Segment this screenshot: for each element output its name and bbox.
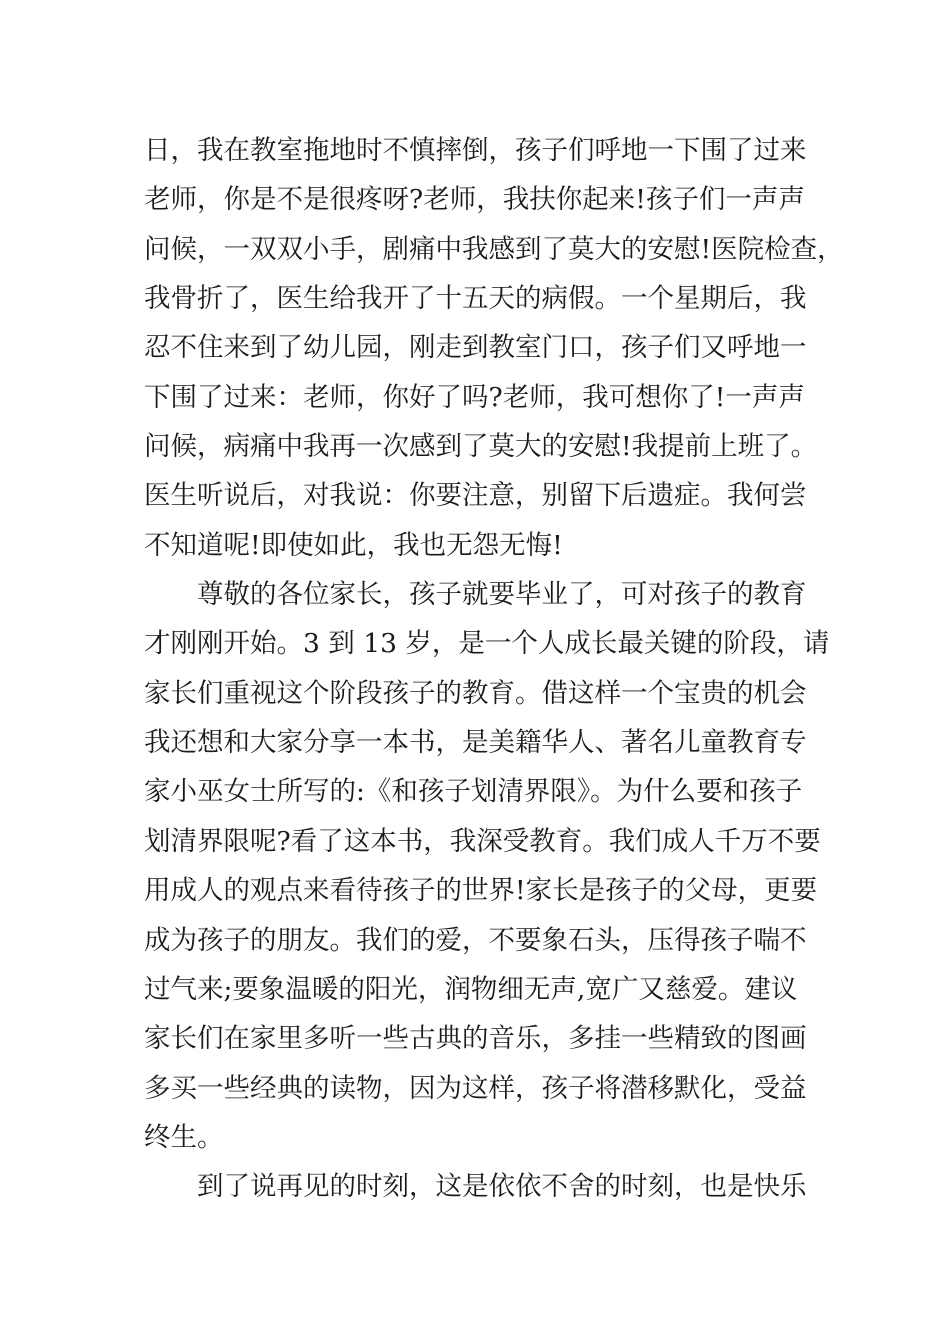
text-line-7: 问候，病痛中我再一次感到了莫大的安慰!我提前上班了。: [144, 431, 818, 463]
text-line-22: 到了说再见的时刻，这是依依不舍的时刻，也是快乐: [197, 1171, 807, 1203]
body-text: [144, 126, 844, 1212]
text-line-5: 忍不住来到了幼儿园，刚走到教室门口，孩子们又呼地一: [144, 332, 807, 364]
text-line-1: 日，我在教室拖地时不慎摔倒，孩子们呼地一下围了过来: [144, 135, 807, 166]
text-line-13: 我还想和大家分享一本书，是美籍华人、著名儿童教育专: [144, 727, 807, 759]
text-line-15: 划清界限呢?看了这本书，我深受教育。我们成人千万不要: [144, 825, 821, 857]
text-line-4: 我骨折了，医生给我开了十五天的病假。一个星期后，我: [144, 283, 807, 315]
text-line-17: 成为孩子的朋友。我们的爱，不要象石头，压得孩子喘不: [144, 924, 807, 956]
text-line-6: 下围了过来：老师，你好了吗?老师，我可想你了!一声声: [144, 381, 805, 413]
text-line-19: 家长们在家里多听一些古典的音乐，多挂一些精致的图画: [144, 1023, 807, 1055]
text-line-18: 过气来;要象温暖的阳光，润物细无声,宽广又慈爱。建议: [144, 973, 798, 1005]
text-line-20: 多买一些经典的读物，因为这样，孩子将潜移默化，受益: [144, 1072, 807, 1104]
text-line-3: 问候，一双双小手，剧痛中我感到了莫大的安慰!医院检查，: [144, 233, 844, 265]
text-line-12: 家长们重视这个阶段孩子的教育。借这样一个宝贵的机会: [144, 677, 807, 709]
text-line-11: 才刚刚开始。3 到 13 岁，是一个人成长最关键的阶段，请: [144, 628, 830, 660]
text-line-2: 老师，你是不是很疼呀?老师，我扶你起来!孩子们一声声: [144, 184, 805, 216]
text-line-9: 不知道呢!即使如此，我也无怨无悔!: [144, 529, 563, 561]
text-line-8: 医生听说后，对我说：你要注意，别留下后遗症。我何尝: [144, 480, 807, 512]
text-line-21: 终生。: [144, 1121, 224, 1153]
text-line-10: 尊敬的各位家长，孩子就要毕业了，可对孩子的教育: [197, 579, 807, 611]
text-line-16: 用成人的观点来看待孩子的世界!家长是孩子的父母，更要: [144, 875, 818, 907]
text-line-14: 家小巫女士所写的:《和孩子划清界限》。为什么要和孩子: [144, 776, 803, 808]
